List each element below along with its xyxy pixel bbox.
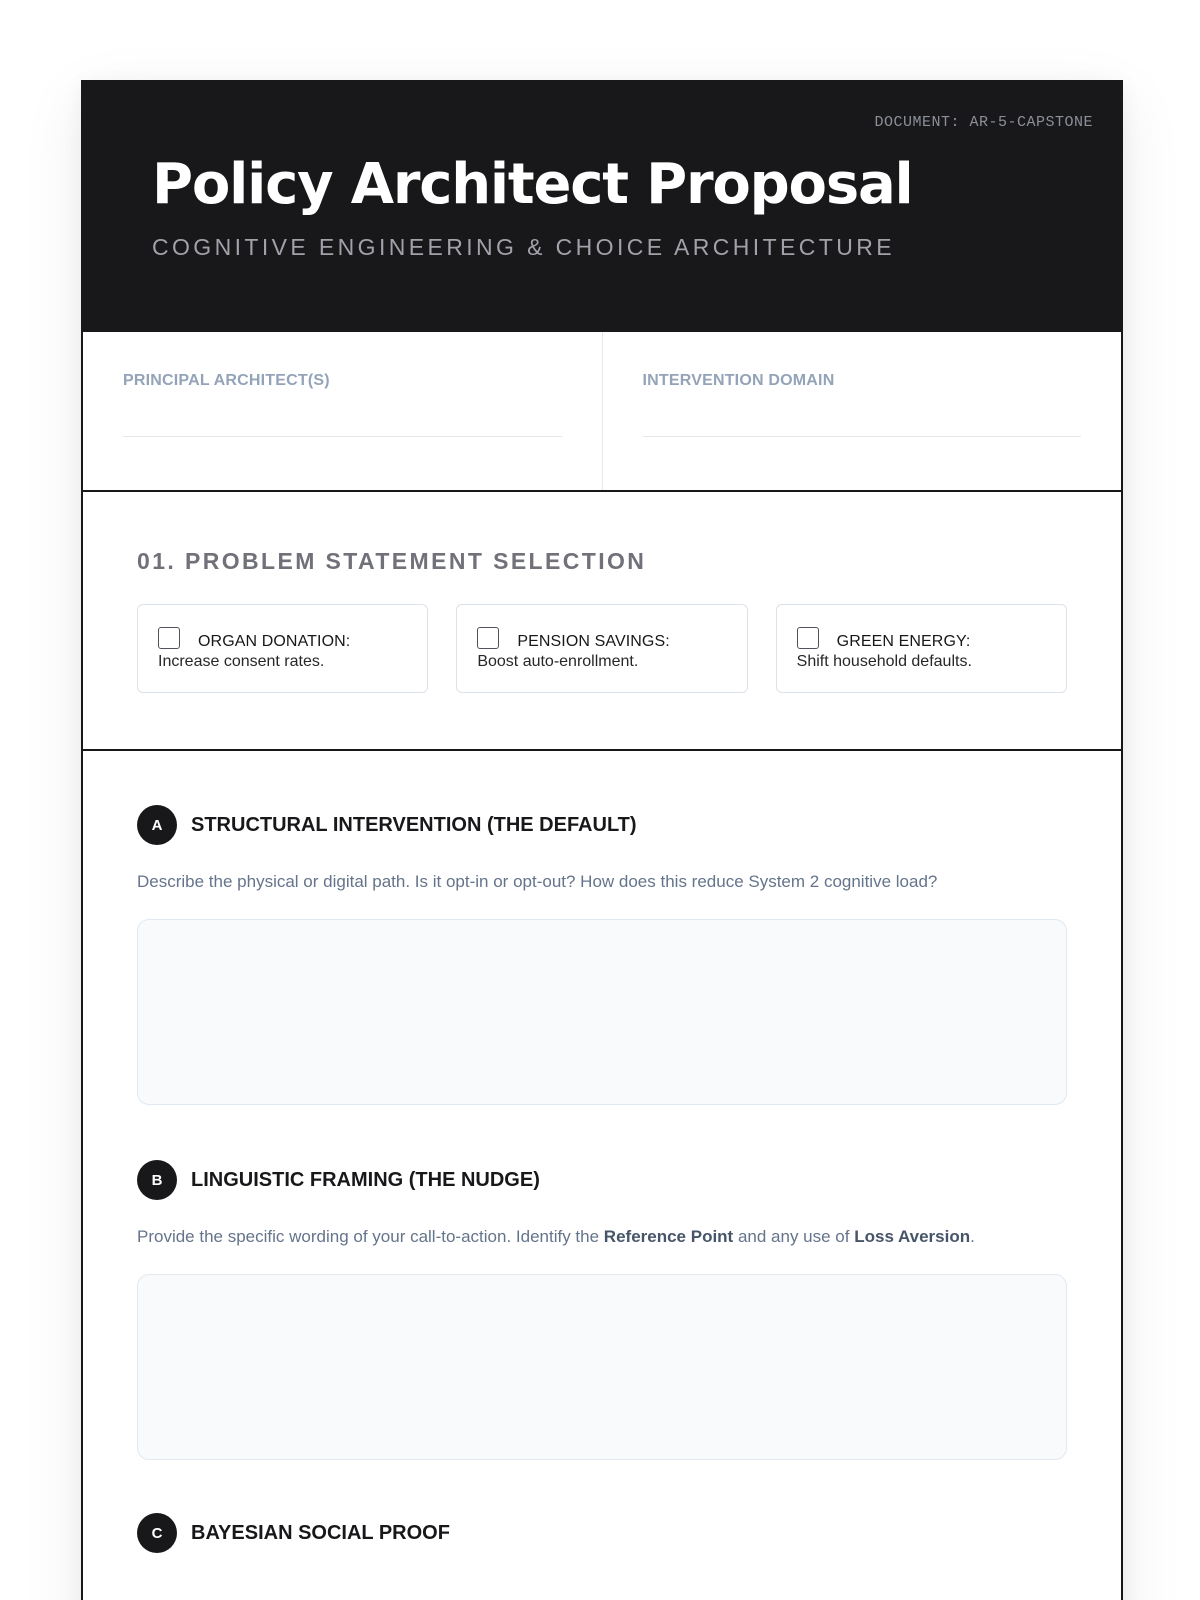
desc-text: Provide the specific wording of your call-to-action. Identify the [137, 1227, 604, 1246]
option-name: PENSION SAVINGS: [517, 633, 670, 650]
page-title: Policy Architect Proposal [152, 152, 913, 217]
meta-fields [83, 332, 1121, 492]
prompt-b-title: LINGUISTIC FRAMING (THE NUDGE) [191, 1168, 540, 1191]
domain-field[interactable] [602, 332, 1122, 490]
option-name: ORGAN DONATION: [198, 633, 351, 650]
architects-field[interactable] [83, 332, 602, 490]
architects-label: PRINCIPAL ARCHITECT(S) [123, 372, 330, 389]
prompt-a-title: STRUCTURAL INTERVENTION (THE DEFAULT) [191, 813, 637, 836]
option-description: Increase consent rates. [158, 653, 325, 670]
page-subtitle: COGNITIVE ENGINEERING & CHOICE ARCHITECTURE [152, 234, 895, 260]
document-id: DOCUMENT: AR-5-CAPSTONE [874, 114, 1093, 131]
badge-b: B [137, 1160, 177, 1200]
prompt-c-title: BAYESIAN SOCIAL PROOF [191, 1521, 450, 1544]
option-description: Shift household defaults. [796, 653, 972, 670]
option-organ-donation[interactable] [137, 604, 428, 693]
option-green-energy[interactable] [776, 604, 1067, 693]
prompt-a-description: Describe the physical or digital path. Is it opt-in or opt-out? How does this reduce System 2 cognitive load? [137, 872, 938, 891]
option-pension-savings[interactable] [456, 604, 747, 693]
architects-input-line[interactable] [123, 436, 562, 437]
prompt-b-description [137, 1222, 1067, 1252]
prompt-c [137, 1513, 1067, 1553]
green-energy-checkbox[interactable] [797, 627, 819, 649]
option-name: GREEN ENERGY: [836, 633, 971, 650]
option-description: Boost auto-enrollment. [477, 653, 639, 670]
badge-a: A [137, 805, 177, 845]
loss-aversion-term: Loss Aversion [854, 1227, 971, 1246]
badge-c: C [137, 1513, 177, 1553]
prompt-a [137, 805, 1067, 1105]
prompt-b [137, 1160, 1067, 1460]
problem-statement-section [83, 492, 1121, 751]
domain-input-line[interactable] [643, 436, 1082, 437]
pension-savings-checkbox[interactable] [477, 627, 499, 649]
proposal-document [81, 80, 1123, 1600]
linguistic-framing-input[interactable] [137, 1274, 1067, 1460]
document-header [83, 82, 1121, 332]
organ-donation-checkbox[interactable] [158, 627, 180, 649]
structural-intervention-input[interactable] [137, 919, 1067, 1105]
problem-options [137, 604, 1067, 693]
reference-point-term: Reference Point [603, 1227, 734, 1246]
prompt-sections [83, 751, 1121, 1553]
domain-label: INTERVENTION DOMAIN [642, 372, 835, 389]
desc-text: . [970, 1227, 975, 1246]
desc-text: and any use of [733, 1227, 855, 1246]
section-title: 01. PROBLEM STATEMENT SELECTION [137, 548, 647, 574]
